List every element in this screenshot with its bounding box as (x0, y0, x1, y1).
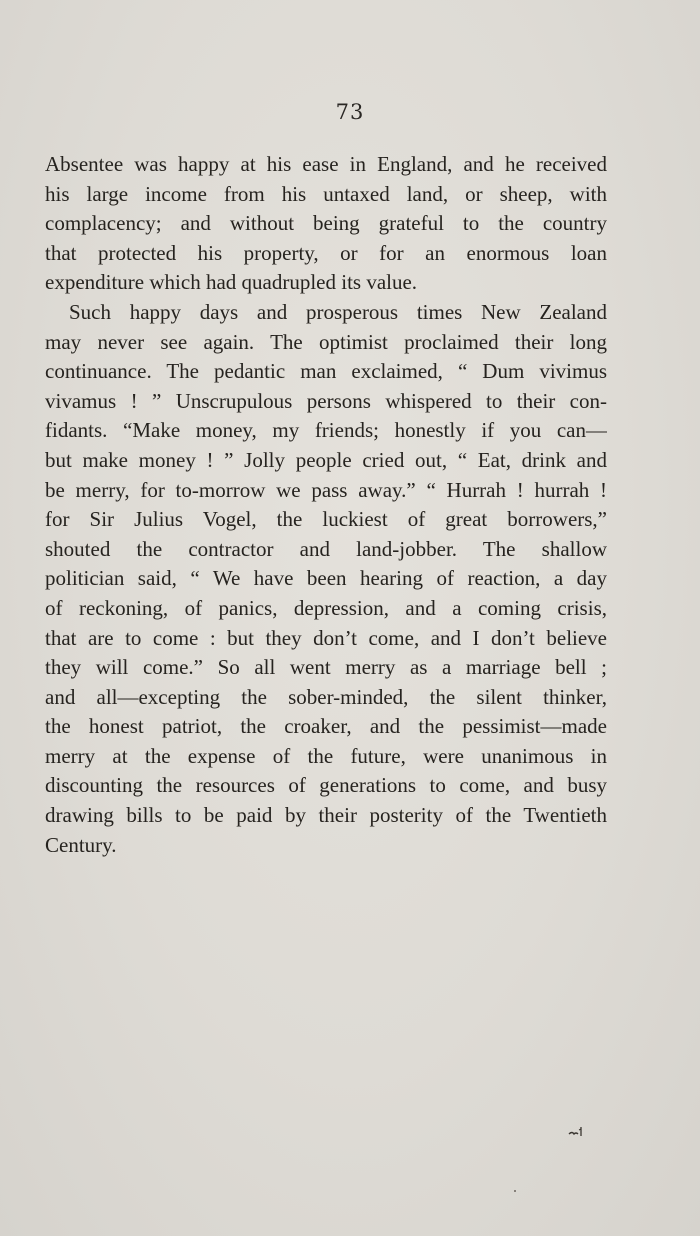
text-line: his large income from his untaxed land, or sheep, with (45, 181, 607, 206)
text-line: vivamus ! ” Unscrupulous persons whispered to their con- (45, 388, 607, 413)
text-line: but make money ! ” Jolly people cried out, “ Eat, drink and (45, 447, 607, 472)
text-line: Such happy days and prosperous times New Zealand (69, 299, 607, 324)
text-line: of reckoning, of panics, depression, and a coming crisis, (45, 595, 607, 620)
text-line: politician said, “ We have been hearing of reaction, a day (45, 566, 607, 591)
text-line: that protected his property, or for an enormous loan (45, 240, 607, 265)
text-line: continuance. The pedantic man exclaimed, “ Dum vivimus (45, 359, 607, 384)
text-line: merry at the expense of the future, were unanimous in (45, 743, 607, 768)
text-line: fidants. “Make money, my friends; honestly if you can— (45, 418, 607, 443)
text-line: discounting the resources of generations to come, and busy (45, 773, 607, 798)
text-line: they will come.” So all went merry as a marriage bell ; (45, 655, 607, 680)
text-line: may never see again. The optimist proclaimed their long (45, 329, 607, 354)
text-line: Absentee was happy at his ease in England, and he received (45, 152, 607, 176)
text-line: and all—excepting the sober-minded, the silent thinker, (45, 684, 607, 709)
text-line: be merry, for to-morrow we pass away.” “ Hurrah ! hurrah ! (45, 477, 607, 502)
text-line: shouted the contractor and land-jobber. The shallow (45, 536, 607, 561)
text-line: expenditure which had quadrupled its value. (45, 270, 418, 295)
text-line: Century. (45, 832, 117, 857)
text-line: drawing bills to be paid by their posterity of the Twentieth (45, 803, 607, 828)
ink-mark-icon (568, 1124, 586, 1138)
paper-speck (514, 1190, 516, 1192)
body-text (45, 150, 607, 860)
text-line: that are to come : but they don’t come, and I don’t believe (45, 625, 607, 650)
text-line: the honest patriot, the croaker, and the pessimist—made (45, 714, 607, 739)
text-line: complacency; and without being grateful to the country (45, 211, 607, 236)
text-line: for Sir Julius Vogel, the luckiest of great borrowers,” (45, 507, 607, 532)
page-number: 73 (335, 100, 365, 124)
